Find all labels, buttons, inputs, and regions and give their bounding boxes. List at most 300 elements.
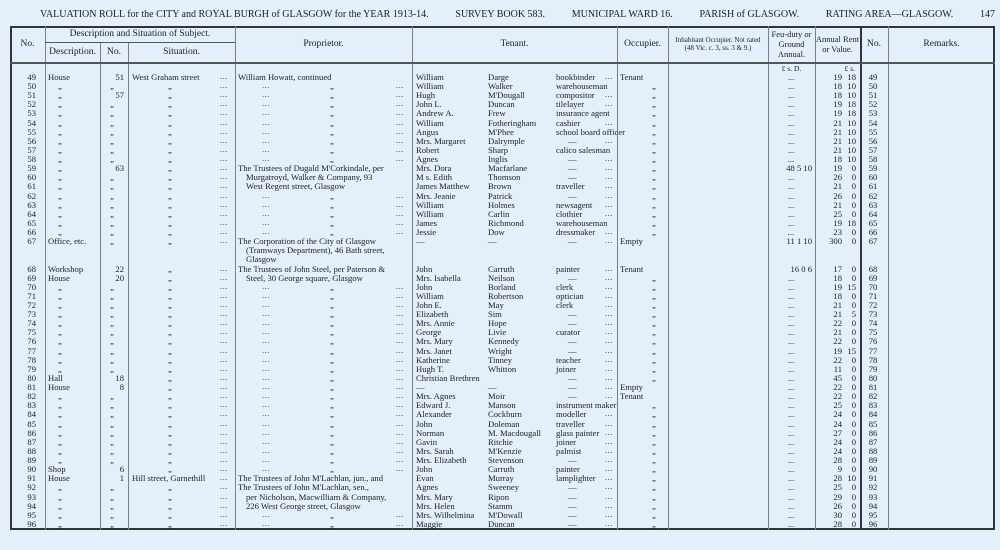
description: „	[58, 455, 62, 466]
row-number: 79	[27, 363, 36, 374]
tenant-first-name: Mrs. Sarah	[416, 445, 454, 456]
rent-shillings: 0	[851, 336, 856, 347]
tenant-occupation: warehouseman	[556, 217, 608, 228]
tenant-surname: Ripon	[488, 491, 510, 502]
rent-shillings: 0	[851, 518, 856, 529]
leader-dots: ...	[262, 134, 270, 145]
tenant-surname: Carlin	[488, 208, 510, 219]
tenant-surname: Walker	[488, 81, 513, 92]
tenant-first-name: William	[416, 199, 444, 210]
leader-dots: ...	[220, 444, 228, 455]
situation: „	[168, 272, 172, 283]
tenant-first-name: William	[416, 290, 444, 301]
house-number: „	[110, 199, 114, 210]
rent-pounds: 24	[833, 436, 842, 447]
rent-shillings: 0	[851, 491, 856, 502]
feu-duty: ...	[787, 491, 795, 502]
description: „	[58, 126, 62, 137]
leader-dots: ...	[396, 198, 404, 209]
situation: „	[168, 427, 172, 438]
proprietor: The Trustees of John M'Lachlan, jun., and	[238, 473, 383, 484]
description: „	[58, 436, 62, 447]
situation: „	[168, 90, 172, 101]
rent-pounds: 21	[833, 327, 842, 338]
occupier: „	[652, 509, 656, 520]
tenant-occupation: clothier	[556, 208, 583, 219]
row-number: 96	[27, 518, 36, 529]
row-number-right: 60	[868, 172, 878, 183]
situation: „	[168, 363, 172, 374]
tenant-surname: Doleman	[488, 418, 520, 429]
row-number-right: 91	[868, 473, 878, 484]
leader-dots: ...	[262, 80, 270, 91]
house-number: „	[110, 336, 114, 347]
tenant-occupation: —	[568, 509, 577, 520]
house-number: 20	[115, 272, 124, 283]
leader-dots: ...	[220, 362, 228, 373]
occupier: „	[652, 363, 656, 374]
feu-duty: ...	[787, 518, 795, 529]
leader-dots: ...	[605, 499, 613, 510]
description: „	[58, 518, 62, 529]
leader-dots: ...	[605, 280, 613, 291]
description: „	[58, 300, 62, 310]
page-number: 147	[979, 9, 995, 20]
tenant-first-name: Evan	[416, 473, 434, 484]
house-number: „	[110, 236, 114, 247]
feu-duty: 16 0 6	[790, 263, 812, 274]
house-number: „	[110, 354, 114, 365]
leader-dots: ...	[220, 481, 228, 492]
proprietor: The Trustees of Dugald M'Corkindale, per	[238, 163, 384, 174]
description: „	[58, 199, 62, 210]
header-proprietor: Proprietor.	[303, 38, 344, 49]
row-number: 94	[27, 500, 36, 511]
house-number: „	[110, 491, 114, 502]
leader-dots: ...	[262, 98, 270, 109]
leader-dots: ...	[220, 353, 228, 364]
description: „	[58, 117, 62, 128]
row-number: 92	[27, 482, 36, 493]
house-number: „	[110, 208, 114, 219]
description: „	[58, 409, 62, 420]
row-number: 80	[27, 372, 36, 383]
tenant-surname: Dalrymple	[488, 135, 525, 146]
leader-dots: ...	[605, 490, 613, 501]
description: House	[48, 72, 70, 82]
row-number: 87	[27, 436, 36, 447]
row-number: 62	[27, 190, 36, 201]
description: „	[58, 482, 62, 493]
leader-dots: ...	[220, 344, 228, 355]
rent-pounds: 26	[833, 190, 842, 201]
table-row	[0, 362, 1000, 374]
leader-dots: ...	[262, 89, 270, 100]
tenant-occupation: curator	[556, 327, 581, 338]
occupier: „	[652, 491, 656, 502]
situation: „	[168, 117, 172, 128]
leader-dots: ...	[605, 134, 613, 145]
rating-area: RATING AREA—GLASGOW.	[825, 9, 954, 20]
table-row	[0, 237, 1000, 246]
feu-duty: ...	[787, 400, 795, 411]
leader-dots: ...	[220, 463, 228, 474]
header-description-group: Description and Situation of Subject.	[69, 28, 211, 39]
leader-dots: ...	[605, 207, 613, 218]
tenant-first-name: Mrs. Helen	[416, 500, 455, 511]
rent-pounds: 21	[833, 126, 842, 137]
proprietor-ditto: „	[330, 391, 334, 402]
leader-dots: ...	[396, 390, 404, 401]
occupier: „	[652, 518, 656, 529]
feu-duty: ...	[787, 117, 795, 128]
leader-dots: ...	[262, 371, 270, 382]
situation: „	[168, 135, 172, 146]
occupier: „	[652, 482, 656, 493]
tenant-first-name: Mrs. Margaret	[416, 135, 466, 146]
house-number: „	[110, 427, 114, 438]
row-number-right: 96	[868, 518, 878, 529]
feu-duty: ...	[787, 208, 795, 219]
rent-shillings: 10	[847, 90, 856, 101]
leader-dots: ...	[605, 98, 613, 109]
tenant-surname: —	[488, 382, 497, 393]
description: „	[58, 172, 62, 183]
row-number-right: 51	[868, 90, 878, 101]
tenant-first-name: William	[416, 117, 444, 128]
row-number-right: 77	[868, 345, 878, 356]
house-number: „	[110, 518, 114, 529]
rent-shillings: 0	[851, 391, 856, 402]
situation: „	[168, 236, 172, 247]
rent-pounds: 19	[833, 99, 842, 110]
situation: „	[168, 227, 172, 238]
survey-book: SURVEY BOOK 583.	[455, 9, 546, 20]
leader-dots: ...	[220, 454, 228, 465]
description: „	[58, 500, 62, 511]
feu-duty: ...	[787, 281, 795, 292]
tenant-surname: Robertson	[488, 290, 524, 301]
row-number-right: 62	[868, 190, 878, 201]
feu-duty: ...	[787, 464, 795, 475]
occupier: „	[652, 455, 656, 466]
leader-dots: ...	[220, 207, 228, 218]
proprietor-ditto: „	[330, 418, 334, 429]
leader-dots: ...	[262, 299, 270, 309]
feu-duty: ...	[787, 227, 795, 238]
rent-shillings: 15	[847, 345, 856, 356]
leader-dots: ...	[220, 408, 228, 419]
leader-dots: ...	[396, 317, 404, 328]
row-number-right: 63	[868, 199, 878, 210]
tenant-surname: Sim	[488, 309, 502, 320]
row-number-right: 79	[868, 363, 878, 374]
row-number-right: 93	[868, 491, 878, 502]
tenant-surname: Fotheringham	[488, 117, 537, 128]
leader-dots: ...	[396, 153, 404, 164]
leader-dots: ...	[220, 326, 228, 337]
proprietor-ditto: „	[330, 144, 334, 155]
row-number-right: 83	[868, 400, 878, 411]
rent-shillings: 0	[851, 464, 856, 475]
rent-shillings: 0	[851, 382, 856, 393]
tenant-occupation: insurance agent	[556, 108, 610, 119]
proprietor-ditto: „	[330, 327, 334, 338]
house-number: „	[110, 455, 114, 466]
proprietor-ditto: „	[330, 382, 334, 393]
proprietor-ditto: „	[330, 135, 334, 146]
rent-pounds: 18	[833, 81, 842, 92]
row-number: 61	[27, 181, 36, 192]
tenant-first-name: —	[416, 382, 425, 393]
rent-pounds: 19	[833, 217, 842, 228]
description: „	[58, 318, 62, 329]
header-situation: Situation.	[163, 46, 200, 57]
leader-dots: ...	[396, 381, 404, 392]
row-number: 53	[27, 108, 36, 119]
feu-duty: ...	[787, 81, 795, 92]
tenant-first-name: William	[416, 72, 444, 82]
leader-dots: ...	[262, 125, 270, 136]
tenant-occupation: modeller	[556, 409, 587, 420]
tenant-occupation: palmist	[556, 445, 582, 456]
table-row-continuation	[0, 246, 1000, 255]
feu-duty: ...	[787, 473, 795, 484]
proprietor-ditto: „	[330, 409, 334, 420]
leader-dots: ...	[262, 289, 270, 300]
description: „	[58, 336, 62, 347]
tenant-occupation: calico salesman	[556, 144, 611, 155]
row-number: 69	[27, 272, 36, 283]
leader-dots: ...	[220, 399, 228, 410]
tenant-occupation: —	[568, 391, 577, 402]
row-number: 86	[27, 427, 36, 438]
description: „	[58, 427, 62, 438]
row-number: 74	[27, 318, 36, 329]
tenant-surname: Hope	[488, 318, 507, 329]
leader-dots: ...	[220, 153, 228, 164]
row-number: 85	[27, 418, 36, 429]
row-number-right: 89	[868, 455, 878, 466]
leader-dots: ...	[396, 344, 404, 355]
description: Hall	[48, 372, 63, 383]
occupier: „	[652, 427, 656, 438]
leader-dots: ...	[396, 299, 404, 309]
situation: „	[168, 391, 172, 402]
tenant-occupation: newsagent	[556, 199, 593, 210]
house-number: „	[110, 81, 114, 92]
row-number-right: 52	[868, 99, 878, 110]
situation: „	[168, 154, 172, 165]
feu-duty: 48 5 10	[786, 163, 812, 174]
row-number: 71	[27, 290, 36, 301]
rent-pounds: 28	[833, 455, 842, 466]
row-number: 83	[27, 400, 36, 411]
leader-dots: ...	[220, 89, 228, 100]
situation: „	[168, 300, 172, 310]
tenant-occupation: —	[568, 491, 577, 502]
occupier: „	[652, 318, 656, 329]
description: Shop	[48, 464, 66, 475]
house-number: 6	[119, 464, 124, 475]
leader-dots: ...	[220, 189, 228, 200]
rent-pounds: 18	[833, 90, 842, 101]
description: „	[58, 509, 62, 520]
occupier: „	[652, 117, 656, 128]
row-number-right: 94	[868, 500, 878, 511]
rent-pounds: 11	[833, 363, 842, 374]
tenant-surname: Murray	[488, 473, 514, 484]
occupier: „	[652, 372, 656, 383]
feu-duty: ...	[787, 455, 795, 466]
leader-dots: ...	[605, 454, 613, 465]
house-number: „	[110, 290, 114, 301]
leader-dots: ...	[396, 335, 404, 346]
description: „	[58, 363, 62, 374]
leader-dots: ...	[220, 280, 228, 291]
proprietor-ditto: „	[330, 336, 334, 347]
feu-duty: ...	[787, 309, 795, 320]
situation: „	[168, 509, 172, 520]
tenant-occupation: glass painter	[556, 427, 600, 438]
feu-duty: ...	[787, 409, 795, 420]
situation: „	[168, 263, 172, 274]
feu-duty: ...	[787, 199, 795, 210]
leader-dots: ...	[605, 326, 613, 337]
leader-dots: ...	[605, 153, 613, 164]
feu-duty: ...	[787, 300, 795, 310]
tenant-surname: Dow	[488, 227, 505, 238]
tenant-occupation: school board officer	[556, 126, 626, 137]
rent-pounds: 21	[833, 181, 842, 192]
tenant-surname: Brown	[488, 181, 512, 192]
leader-dots: ...	[605, 417, 613, 428]
row-number: 56	[27, 135, 36, 146]
leader-dots: ...	[220, 216, 228, 227]
leader-dots: ...	[220, 317, 228, 328]
proprietor: The Corporation of the City of Glasgow	[238, 236, 376, 247]
situation: „	[168, 144, 172, 155]
tenant-occupation: —	[568, 309, 577, 320]
rent-shillings: 0	[851, 363, 856, 374]
tenant-surname: Stamm	[488, 500, 513, 511]
tenant-occupation: —	[568, 318, 577, 329]
rent-shillings: 0	[851, 455, 856, 466]
tenant-occupation: —	[568, 372, 577, 383]
occupier: „	[652, 418, 656, 429]
proprietor-ditto: „	[330, 126, 334, 137]
row-number-right: 57	[868, 144, 878, 155]
tenant-first-name: Mrs. Agnes	[416, 391, 456, 402]
description: „	[58, 400, 62, 411]
tenant-first-name: John	[416, 263, 433, 274]
leader-dots: ...	[396, 226, 404, 237]
leader-dots: ...	[220, 171, 228, 182]
row-number: 58	[27, 154, 36, 165]
leader-dots: ...	[220, 71, 228, 81]
leader-dots: ...	[605, 89, 613, 100]
proprietor-continued: (Tramways Department), 46 Bath street,	[246, 245, 385, 256]
rent-shillings: 0	[851, 163, 856, 174]
leader-dots: ...	[605, 198, 613, 209]
rent-shillings: 0	[851, 445, 856, 456]
row-number-right: 70	[868, 281, 878, 292]
house-number: „	[110, 327, 114, 338]
tenant-surname: Duncan	[488, 518, 515, 529]
house-number: „	[110, 144, 114, 155]
rent-pounds: 21	[833, 199, 842, 210]
leader-dots: ...	[262, 335, 270, 346]
proprietor-ditto: „	[330, 227, 334, 238]
rent-shillings: 0	[851, 372, 856, 383]
occupier: „	[652, 445, 656, 456]
situation: „	[168, 318, 172, 329]
rent-shillings: 0	[851, 199, 856, 210]
row-number-right: 54	[868, 117, 878, 128]
occupier: „	[652, 272, 656, 283]
tenant-first-name: Alexander	[416, 409, 452, 420]
row-number-right: 90	[868, 464, 878, 475]
row-number-right: 59	[868, 163, 878, 174]
row-number-right: 81	[868, 382, 878, 393]
row-number: 55	[27, 126, 36, 137]
tenant-occupation: joiner	[556, 436, 577, 447]
rent-pounds: 19	[833, 163, 842, 174]
situation: „	[168, 208, 172, 219]
leader-dots: ...	[605, 362, 613, 373]
leader-dots: ...	[396, 435, 404, 446]
tenant-surname: Neilson	[488, 272, 515, 283]
leader-dots: ...	[262, 417, 270, 428]
description: „	[58, 154, 62, 165]
row-number: 51	[27, 90, 36, 101]
row-number: 50	[27, 81, 36, 92]
leader-dots: ...	[605, 408, 613, 419]
house-number: „	[110, 509, 114, 520]
occupier: „	[652, 473, 656, 484]
tenant-first-name: Gavin	[416, 436, 438, 447]
house-number: „	[110, 99, 114, 110]
rent-pounds: 18	[833, 272, 842, 283]
leader-dots: ...	[605, 317, 613, 328]
rent-shillings: 18	[847, 99, 856, 110]
leader-dots: ...	[262, 508, 270, 519]
row-number-right: 50	[868, 81, 878, 92]
rent-pounds: 22	[833, 318, 842, 329]
tenant-first-name: Mrs. Dora	[416, 163, 452, 174]
row-number: 89	[27, 455, 36, 466]
leader-dots: ...	[262, 143, 270, 154]
tenant-occupation: —	[568, 500, 577, 511]
house-number: „	[110, 117, 114, 128]
tenant-occupation: —	[568, 482, 577, 493]
house-number: „	[110, 418, 114, 429]
row-number-right: 69	[868, 272, 878, 283]
leader-dots: ...	[605, 517, 613, 528]
leader-dots: ...	[262, 362, 270, 373]
leader-dots: ...	[605, 353, 613, 364]
leader-dots: ...	[396, 371, 404, 382]
rent-shillings: 0	[851, 236, 856, 247]
proprietor-ditto: „	[330, 117, 334, 128]
feu-duty: ...	[787, 418, 795, 429]
rent-shillings: 0	[851, 318, 856, 329]
proprietor-ditto: „	[330, 445, 334, 456]
leader-dots: ...	[220, 134, 228, 145]
tenant-occupation: painter	[556, 464, 580, 475]
feu-duty: ...	[787, 154, 795, 165]
rent-shillings: 10	[847, 126, 856, 137]
